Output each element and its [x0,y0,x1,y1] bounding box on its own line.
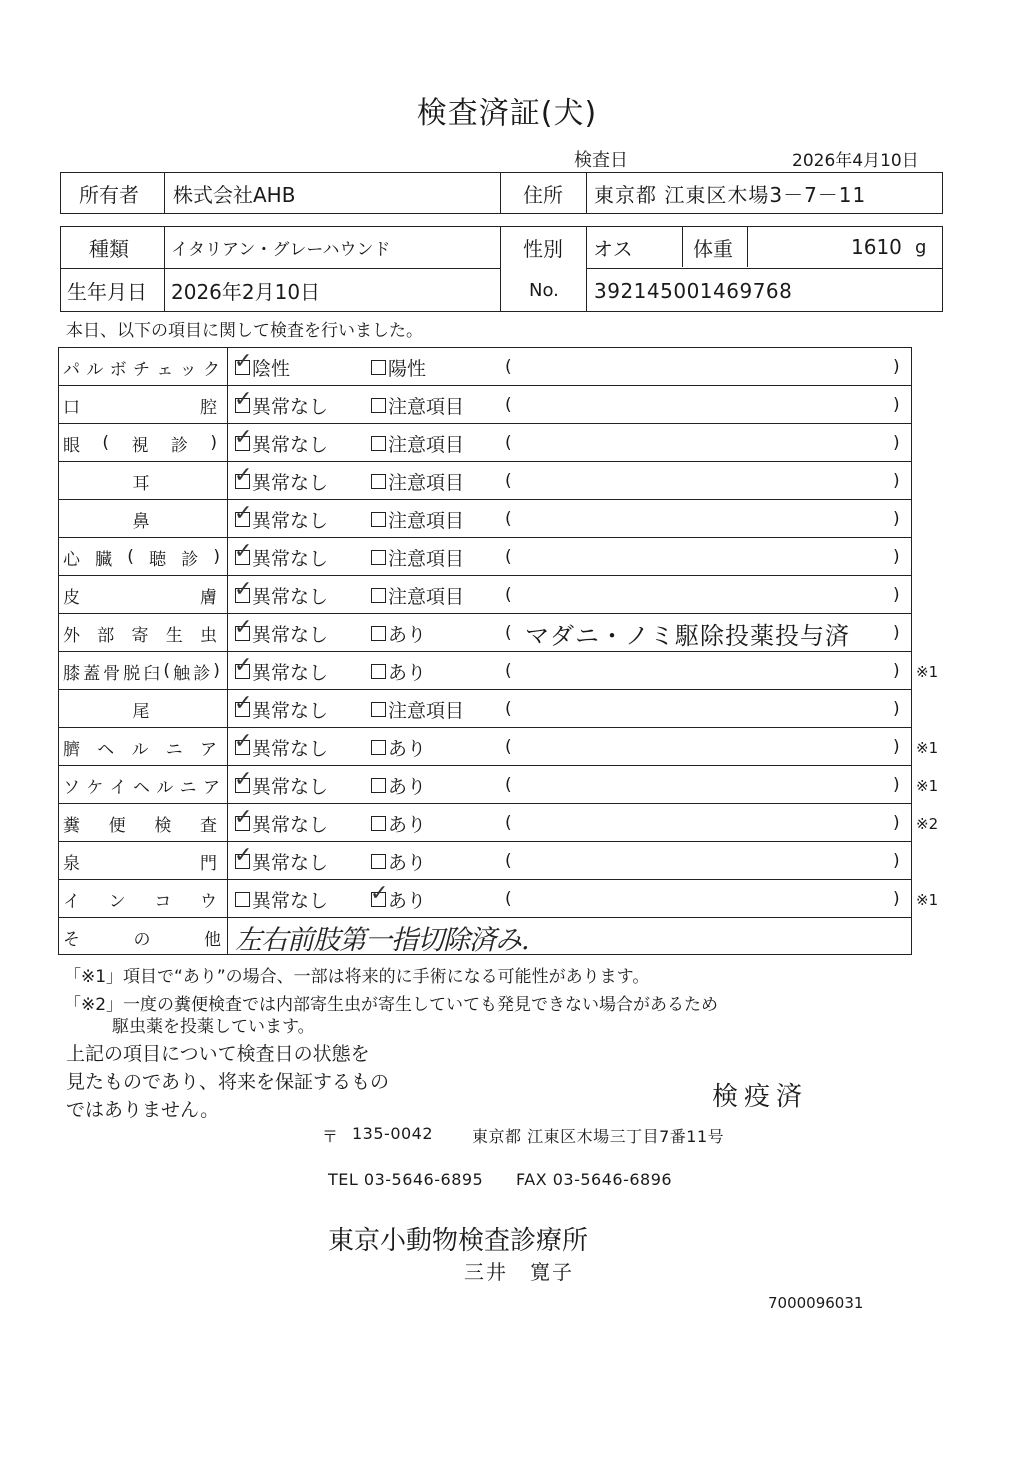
checkbox-icon [371,854,386,869]
option-abnormal [371,538,464,576]
owner-value: 株式会社AHB [173,182,296,207]
footnote-mark: ※2 [916,815,939,833]
footnote-mark: ※1 [916,663,939,681]
weight-label: 体重 [693,236,733,261]
footnote-2-line1: 「※2」一度の糞便検査では内部寄生虫が寄生していても発見できない場合があるため [64,995,719,1015]
checked-box-icon: ✓ [234,652,253,678]
disclaimer [66,1040,389,1124]
footnote-mark: ※1 [916,777,939,795]
checked-box-icon: ✓ [234,538,253,564]
option-normal [235,614,328,652]
paren-close: ) [893,813,900,833]
no-value: 392145001469768 [594,278,793,303]
option-label: 異常なし [252,851,329,874]
paren-open: ( [505,623,512,643]
option-label: 注意項目 [388,509,465,532]
option-abnormal [371,842,426,880]
checklist-item-label: 臍 ヘ ル ニ ア [63,739,221,760]
option-label: 異常なし [252,813,329,836]
checkbox-icon [371,588,386,603]
option-abnormal [371,348,426,386]
dob-value: 2026年2月10日 [171,280,321,304]
paren-open: ( [505,471,512,491]
postal-mark: 〒 [322,1127,339,1146]
checklist-item-label: パ ル ボ チ ェ ッ ク [63,359,221,380]
option-label: 注意項目 [388,395,465,418]
paren-close: ) [893,737,900,757]
paren-open: ( [505,889,512,909]
option-label: 注意項目 [388,585,465,608]
checklist-row [59,728,911,766]
quarantine-stamp: 検疫済 [712,1082,809,1112]
option-label: 異常なし [252,661,329,684]
weight-value: 1610 [851,235,902,259]
dob-label: 生年月日 [67,280,147,304]
checklist-item-label: 皮 膚 [63,587,221,608]
option-abnormal [371,614,426,652]
paren-close: ) [893,699,900,719]
checkbox-icon [371,626,386,641]
option-label: あり [388,775,427,798]
checklist-item-label: イ ン コ ウ [63,891,221,912]
option-normal [235,424,328,462]
option-label: 異常なし [252,471,329,494]
checklist-item-label: 耳 [132,473,154,494]
option-label: あり [388,813,427,836]
disclaimer-line-1: 上記の項目について検査日の状態を [66,1043,370,1065]
checkbox-icon [235,892,250,907]
checked-box-icon: ✓ [370,880,389,906]
option-label: 陽性 [388,357,427,380]
inspection-checklist [58,347,912,955]
paren-close: ) [893,661,900,681]
option-label: あり [388,737,427,760]
option-label: 異常なし [252,699,329,722]
option-normal [235,728,328,766]
option-normal [235,462,328,500]
checked-box-icon: ✓ [234,348,253,374]
paren-open: ( [505,737,512,757]
checklist-note: マダニ・ノミ駆除投薬投与済 [525,621,850,650]
clinic-fax: FAX 03-5646-6896 [516,1170,673,1189]
paren-close: ) [893,623,900,643]
option-abnormal [371,728,426,766]
checklist-row [59,690,911,728]
checklist-row [59,386,911,424]
footnote-1: 「※1」項目で“あり”の場合、一部は将来的に手術になる可能性があります。 [64,967,650,987]
checklist-row [59,576,911,614]
checkbox-icon [371,512,386,527]
option-label: 注意項目 [388,547,465,570]
option-normal [235,386,328,424]
disclaimer-line-3: ではありません。 [66,1099,220,1121]
paren-open: ( [505,699,512,719]
checklist-row [59,348,911,386]
option-label: 注意項目 [388,699,465,722]
option-normal [235,500,328,538]
option-label: 異常なし [252,737,329,760]
sex-label: 性別 [523,236,563,261]
address-label: 住所 [523,182,563,207]
paren-close: ) [893,395,900,415]
paren-close: ) [893,433,900,453]
checked-box-icon: ✓ [234,728,253,754]
option-label: 異常なし [252,547,329,570]
option-label: 異常なし [252,889,329,912]
option-label: 異常なし [252,775,329,798]
footnote-2-line2: 駆虫薬を投薬しています。 [112,1017,315,1037]
paren-close: ) [893,509,900,529]
option-normal [235,348,290,386]
option-label: 異常なし [252,509,329,532]
option-normal [235,842,328,880]
checkbox-icon [371,550,386,565]
checked-box-icon: ✓ [234,614,253,640]
option-normal [235,538,328,576]
option-label: あり [388,889,427,912]
sex-value: オス [593,236,633,261]
option-abnormal [371,424,464,462]
footnote-mark: ※1 [916,891,939,909]
owner-table [60,172,943,214]
checked-box-icon: ✓ [234,424,253,450]
breed-value: イタリアン・グレーハウンド [171,239,391,260]
option-normal [235,652,328,690]
option-label: 異常なし [252,433,329,456]
document-title: 検査済証(犬) [416,96,598,131]
weight-unit: g [915,236,927,258]
checklist-row [59,424,911,462]
exam-date-label: 検査日 [574,150,628,171]
checklist-item-label: ソ ケ イ ヘ ル ニ ア [63,777,221,798]
paren-open: ( [505,433,512,453]
checklist-row [59,500,911,538]
option-normal [235,690,328,728]
checkbox-icon [371,816,386,831]
paren-open: ( [505,509,512,529]
other-handwritten-note: 左右前肢第一指切除済み. [235,924,529,956]
option-label: 注意項目 [388,433,465,456]
option-abnormal [371,576,464,614]
exam-date-value: 2026年4月10日 [792,151,919,171]
breed-label: 種類 [89,236,129,261]
animal-table [60,226,943,312]
paren-open: ( [505,585,512,605]
checklist-row [59,652,911,690]
checkbox-icon [371,474,386,489]
option-normal [235,804,328,842]
disclaimer-line-2: 見たものであり、将来を保証するもの [66,1071,390,1093]
checklist-item-label: 尾 [132,701,154,722]
paren-open: ( [505,547,512,567]
checklist-row [59,842,911,880]
checkbox-icon [371,664,386,679]
checkbox-icon [371,436,386,451]
checkbox-icon [371,360,386,375]
checklist-row [59,880,911,918]
option-abnormal [371,462,464,500]
checked-box-icon: ✓ [234,842,253,868]
option-abnormal [371,386,464,424]
checkbox-icon [371,740,386,755]
option-label: 注意項目 [388,471,465,494]
option-normal [235,766,328,804]
checklist-row [59,614,911,652]
clinic-address: 東京都 江東区木場三丁目7番11号 [472,1127,725,1146]
paren-open: ( [505,395,512,415]
checklist-item-label: 外 部 寄 生 虫 [63,625,221,646]
checked-box-icon: ✓ [234,766,253,792]
checked-box-icon: ✓ [234,462,253,488]
postal-code: 135-0042 [352,1124,434,1143]
checklist-item-label: 心 臓 ( 聴 診 ) [63,547,221,570]
checked-box-icon: ✓ [234,690,253,716]
option-abnormal [371,500,464,538]
option-label: 異常なし [252,623,329,646]
checkbox-icon [371,702,386,717]
other-row [59,918,911,956]
option-label: あり [388,661,427,684]
checked-box-icon: ✓ [234,804,253,830]
checkbox-icon [371,398,386,413]
no-label: No. [529,280,559,301]
option-normal [235,576,328,614]
checked-box-icon: ✓ [234,386,253,412]
option-abnormal [371,766,426,804]
option-label: あり [388,623,427,646]
paren-close: ) [893,471,900,491]
paren-close: ) [893,357,900,377]
checklist-item-label: 口 腔 [63,397,221,418]
option-label: 陰性 [252,357,291,380]
option-label: 異常なし [252,395,329,418]
option-label: 異常なし [252,585,329,608]
checked-box-icon: ✓ [234,500,253,526]
clinic-tel: TEL 03-5646-6895 [328,1170,484,1189]
clinic-person: 三井 寛子 [464,1260,574,1284]
checklist-row [59,538,911,576]
paren-close: ) [893,775,900,795]
other-label: そ の 他 [63,929,221,950]
checked-box-icon: ✓ [234,576,253,602]
checklist-row [59,804,911,842]
paren-close: ) [893,547,900,567]
serial-number: 7000096031 [768,1294,864,1312]
checkbox-icon [371,778,386,793]
address-value: 東京都 江東区木場3－7－11 [594,182,867,207]
paren-close: ) [893,889,900,909]
clinic-name: 東京小動物検査診療所 [328,1226,589,1256]
paren-close: ) [893,585,900,605]
checklist-item-label: 糞 便 検 査 [63,815,221,836]
checklist-row [59,766,911,804]
option-abnormal [371,880,426,918]
option-abnormal [371,804,426,842]
paren-open: ( [505,851,512,871]
intro-text: 本日、以下の項目に関して検査を行いました。 [66,321,423,341]
option-label: あり [388,851,427,874]
paren-open: ( [505,813,512,833]
checklist-item-label: 眼 ( 視 診 ) [63,433,221,456]
footnote-mark: ※1 [916,739,939,757]
checklist-item-label: 膝 蓋 骨 脱 臼 ( 触 診 ) [63,661,221,684]
checklist-row [59,462,911,500]
checklist-item-label: 鼻 [132,511,154,532]
option-abnormal [371,690,464,728]
paren-open: ( [505,661,512,681]
paren-close: ) [893,851,900,871]
paren-open: ( [505,775,512,795]
paren-open: ( [505,357,512,377]
owner-label: 所有者 [79,182,139,207]
option-abnormal [371,652,426,690]
checklist-item-label: 泉 門 [63,853,221,874]
option-normal [235,880,328,918]
